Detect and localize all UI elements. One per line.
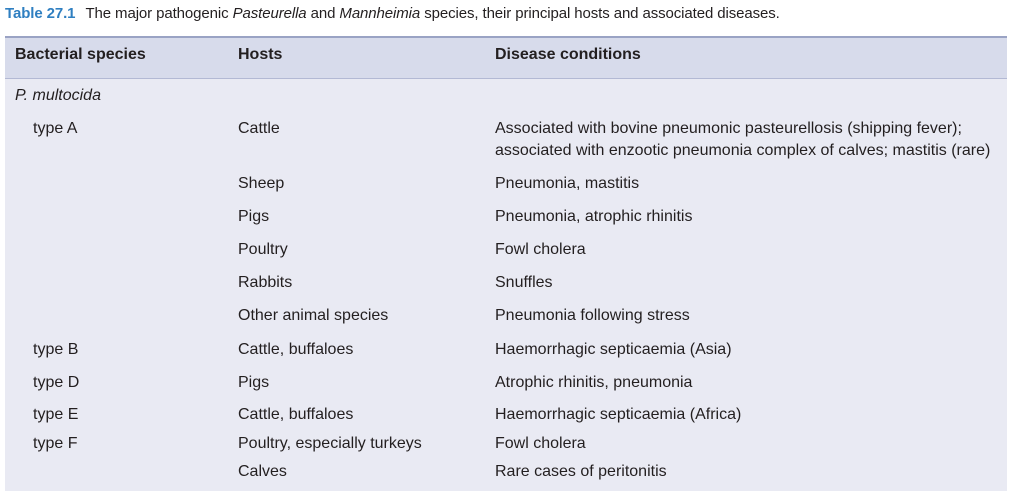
row-disease-line: Haemorrhagic septicaemia (Africa) bbox=[495, 406, 742, 423]
row-host: Sheep bbox=[238, 175, 285, 192]
row-species: type F bbox=[33, 435, 78, 452]
row-disease-line: Associated with bovine pneumonic pasteurellosis (shipping fever); bbox=[495, 120, 962, 137]
row-host: Cattle bbox=[238, 120, 280, 137]
caption-text-middle: and bbox=[306, 5, 340, 22]
row-disease-line: Pneumonia, mastitis bbox=[495, 175, 640, 192]
table-number: Table 27.1 bbox=[5, 5, 76, 22]
row-host: Calves bbox=[238, 463, 287, 480]
row-disease-line: associated with enzootic pneumonia complex of calves; mastitis (rare) bbox=[495, 142, 991, 159]
table-caption bbox=[5, 5, 780, 23]
row-disease-line: Fowl cholera bbox=[495, 241, 586, 258]
row-host: Rabbits bbox=[238, 274, 293, 291]
row-disease-line: Pneumonia following stress bbox=[495, 307, 690, 324]
row-disease-line: Pneumonia, atrophic rhinitis bbox=[495, 208, 693, 225]
row-species: type B bbox=[33, 341, 79, 358]
caption-text-before: The major pathogenic bbox=[85, 5, 233, 22]
species-table bbox=[5, 36, 1007, 491]
header-bacterial-species: Bacterial species bbox=[15, 46, 146, 63]
row-species: type E bbox=[33, 406, 79, 423]
row-species: type D bbox=[33, 374, 80, 391]
header-disease-conditions: Disease conditions bbox=[495, 46, 641, 63]
row-host: Poultry bbox=[238, 241, 288, 258]
table-header-row bbox=[5, 38, 1007, 78]
caption-genus-mannheimia: Mannheimia bbox=[339, 5, 421, 22]
row-host: Poultry, especially turkeys bbox=[238, 435, 422, 452]
group-label-p-multocida: P. multocida bbox=[15, 87, 101, 104]
caption-text-after: species, their principal hosts and associated diseases. bbox=[420, 5, 780, 22]
row-host: Pigs bbox=[238, 208, 270, 225]
row-disease-line: Snuffles bbox=[495, 274, 553, 291]
row-host: Pigs bbox=[238, 374, 270, 391]
row-disease-line: Haemorrhagic septicaemia (Asia) bbox=[495, 341, 732, 358]
caption-genus-pasteurella: Pasteurella bbox=[232, 5, 307, 22]
header-hosts: Hosts bbox=[238, 46, 283, 63]
row-host: Other animal species bbox=[238, 307, 389, 324]
row-disease-line: Fowl cholera bbox=[495, 435, 586, 452]
row-host: Cattle, buffaloes bbox=[238, 406, 354, 423]
table-header-rule bbox=[5, 78, 1007, 79]
row-host: Cattle, buffaloes bbox=[238, 341, 354, 358]
row-species: type A bbox=[33, 120, 78, 137]
row-disease-line: Rare cases of peritonitis bbox=[495, 463, 667, 480]
row-disease-line: Atrophic rhinitis, pneumonia bbox=[495, 374, 693, 391]
